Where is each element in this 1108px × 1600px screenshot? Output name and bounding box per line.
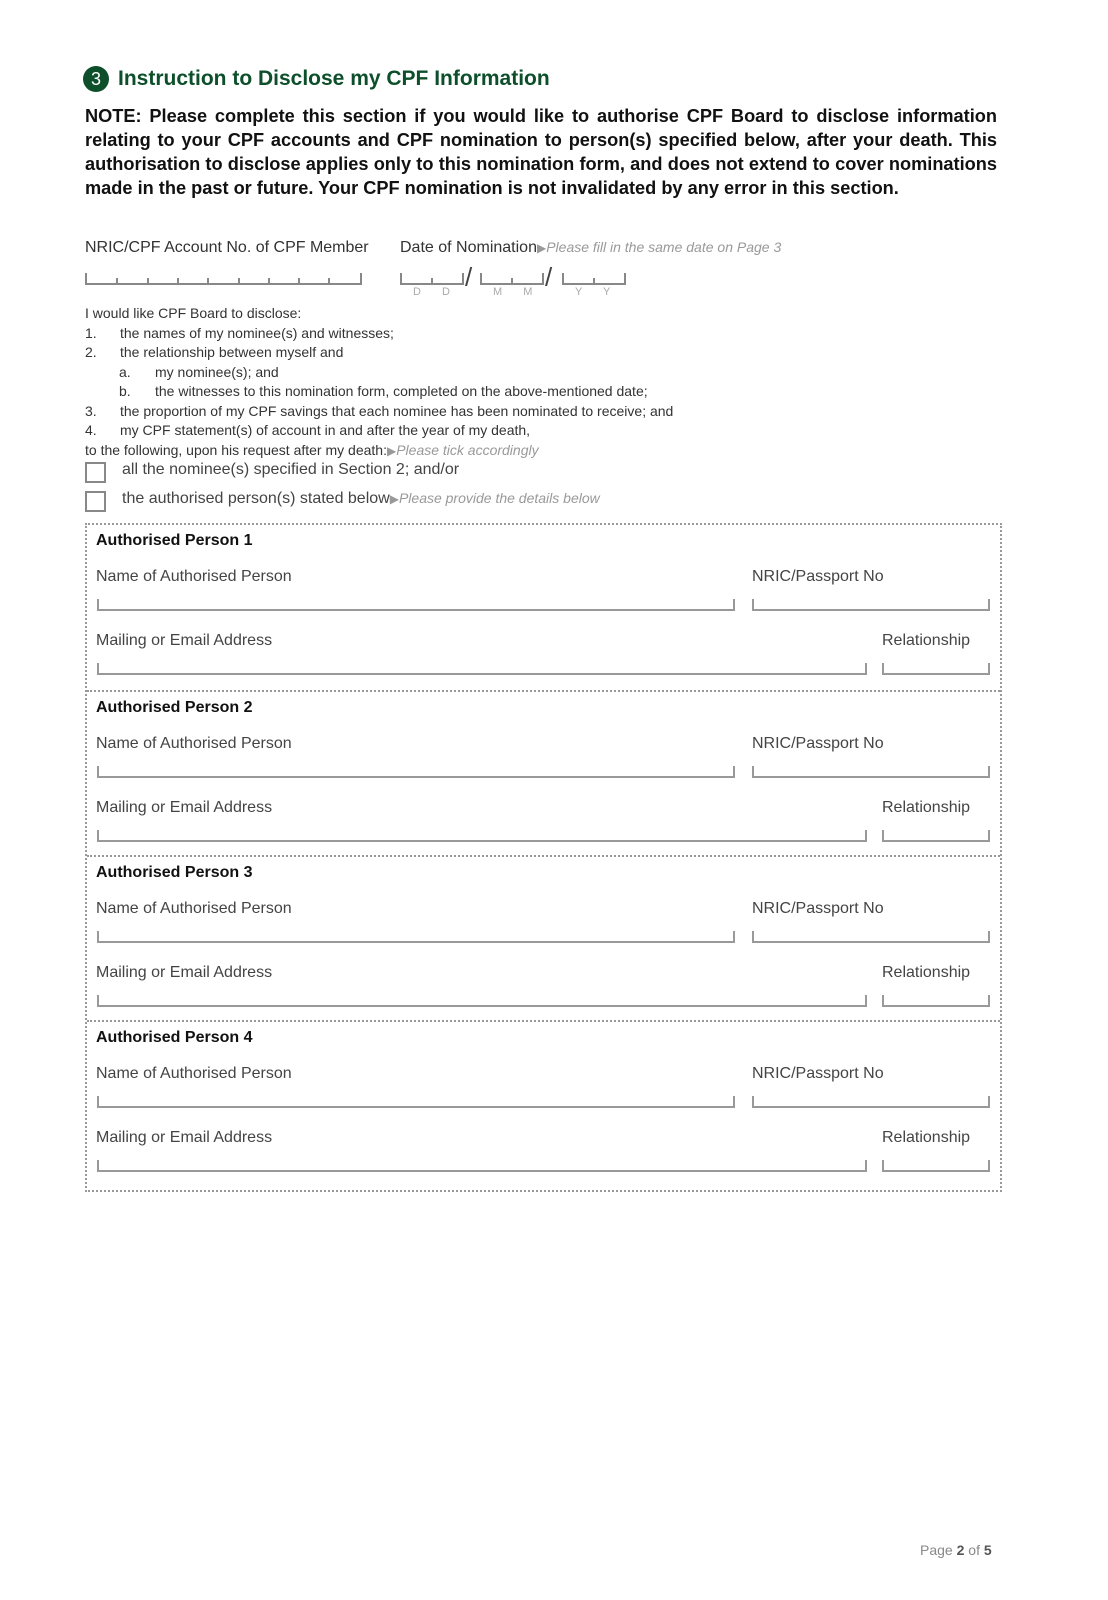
page-prefix: Page — [920, 1542, 953, 1558]
authorised-person-3 — [87, 855, 1000, 1021]
member-nric-input[interactable] — [85, 273, 362, 285]
authorised-person-2 — [87, 690, 1000, 856]
arrow-right-icon: ▶ — [536, 241, 547, 255]
date-month-input[interactable] — [480, 273, 544, 285]
relationship-input[interactable] — [882, 995, 990, 1007]
authorised-person-4 — [87, 1020, 1000, 1186]
address-input[interactable] — [97, 995, 867, 1007]
item-text: the names of my nominee(s) and witnesses; — [120, 324, 394, 341]
nric-input[interactable] — [752, 766, 990, 778]
section-title — [85, 66, 550, 92]
nric-label: NRIC/Passport No — [752, 1065, 884, 1082]
day-placeholder: D D — [413, 286, 450, 298]
item-number: 2. — [85, 344, 97, 360]
item-number: b. — [119, 383, 131, 399]
page-number — [920, 1542, 992, 1558]
address-label: Mailing or Email Address — [96, 1129, 273, 1146]
relationship-input[interactable] — [882, 830, 990, 842]
item-text: my nominee(s); and — [155, 363, 279, 380]
nric-input[interactable] — [752, 599, 990, 611]
nric-label: NRIC/Passport No — [752, 568, 884, 585]
date-separator: / — [545, 262, 553, 292]
relationship-label: Relationship — [882, 632, 971, 649]
address-label: Mailing or Email Address — [96, 964, 273, 981]
date-hint: Please fill in the same date on Page 3 — [546, 239, 782, 255]
name-input[interactable] — [97, 1096, 735, 1108]
page-of: of — [968, 1542, 980, 1558]
name-label: Name of Authorised Person — [96, 900, 292, 917]
item-number: 4. — [85, 422, 97, 438]
section-number-badge: 3 — [83, 66, 109, 92]
item-text: the proportion of my CPF savings that each nominee has been nominated to receive; and — [120, 402, 674, 419]
disclosure-item — [85, 363, 785, 383]
date-label-text: Date of Nomination — [400, 239, 537, 256]
name-label: Name of Authorised Person — [96, 568, 292, 585]
outro-text: to the following, upon his request after my death: — [85, 441, 387, 458]
address-input[interactable] — [97, 663, 867, 675]
item-text: the witnesses to this nomination form, completed on the above-mentioned date; — [155, 383, 648, 399]
person-heading: Authorised Person 1 — [96, 532, 253, 549]
disclosure-intro: I would like CPF Board to disclose: — [85, 305, 302, 321]
address-label: Mailing or Email Address — [96, 632, 273, 649]
person-heading: Authorised Person 3 — [96, 864, 253, 881]
authorised-persons-box — [85, 523, 1002, 1192]
disclosure-outro — [85, 441, 785, 462]
nric-label: NRIC/Passport No — [752, 735, 884, 752]
nric-input[interactable] — [752, 931, 990, 943]
name-input[interactable] — [97, 766, 735, 778]
disclosure-item — [85, 324, 785, 344]
page-total: 5 — [983, 1542, 992, 1558]
option-label: the authorised person(s) stated below — [122, 490, 390, 507]
item-text: the relationship between myself and — [120, 344, 344, 360]
outro-hint: Please tick accordingly — [396, 441, 539, 458]
address-input[interactable] — [97, 830, 867, 842]
relationship-input[interactable] — [882, 1160, 990, 1172]
name-input[interactable] — [97, 599, 735, 611]
person-heading: Authorised Person 2 — [96, 699, 253, 716]
page-current: 2 — [956, 1542, 965, 1558]
item-number: a. — [119, 363, 131, 380]
date-year-input[interactable] — [562, 273, 626, 285]
name-label: Name of Authorised Person — [96, 735, 292, 752]
date-of-nomination-label — [400, 239, 781, 257]
checkbox-authorised-persons-label — [122, 490, 600, 508]
member-nric-label: NRIC/CPF Account No. of CPF Member — [85, 239, 369, 256]
arrow-right-icon: ▶ — [386, 443, 397, 458]
address-input[interactable] — [97, 1160, 867, 1172]
authorised-person-1 — [87, 525, 1000, 689]
relationship-label: Relationship — [882, 799, 971, 816]
section-title-text: Instruction to Disclose my CPF Information — [118, 67, 550, 90]
name-label: Name of Authorised Person — [96, 1065, 292, 1082]
note-paragraph: NOTE: Please complete this section if you would like to authorise CPF Board to disclose information relating to your CPF accounts and CPF nomination to person(s) specified below, after your death. This authorisation to disclose applies only to this nomination form, and does not extend to cover nominations made in the past or future. Your CPF nomination is not invalidated by any error in this section. — [85, 106, 997, 198]
arrow-right-icon: ▶ — [389, 492, 399, 506]
item-number: 3. — [85, 402, 97, 419]
checkbox-all-nominees-label: all the nominee(s) specified in Section 2; and/or — [122, 461, 460, 478]
date-separator: / — [465, 262, 473, 292]
person-heading: Authorised Person 4 — [96, 1029, 253, 1046]
item-number: 1. — [85, 324, 97, 341]
relationship-label: Relationship — [882, 1129, 971, 1146]
disclosure-list — [85, 304, 785, 461]
name-input[interactable] — [97, 931, 735, 943]
relationship-input[interactable] — [882, 663, 990, 675]
option-hint: Please provide the details below — [398, 490, 600, 506]
address-label: Mailing or Email Address — [96, 799, 273, 816]
disclosure-item — [85, 382, 785, 402]
checkbox-authorised-persons[interactable] — [85, 491, 106, 512]
date-day-input[interactable] — [400, 273, 464, 285]
disclosure-item — [85, 421, 785, 441]
year-placeholder: Y Y — [575, 286, 611, 298]
nric-label: NRIC/Passport No — [752, 900, 884, 917]
month-placeholder: M M — [493, 286, 533, 298]
relationship-label: Relationship — [882, 964, 971, 981]
disclosure-item — [85, 402, 785, 422]
item-text: my CPF statement(s) of account in and after the year of my death, — [120, 422, 531, 438]
disclosure-item — [85, 343, 785, 363]
checkbox-all-nominees[interactable] — [85, 462, 106, 483]
nric-input[interactable] — [752, 1096, 990, 1108]
